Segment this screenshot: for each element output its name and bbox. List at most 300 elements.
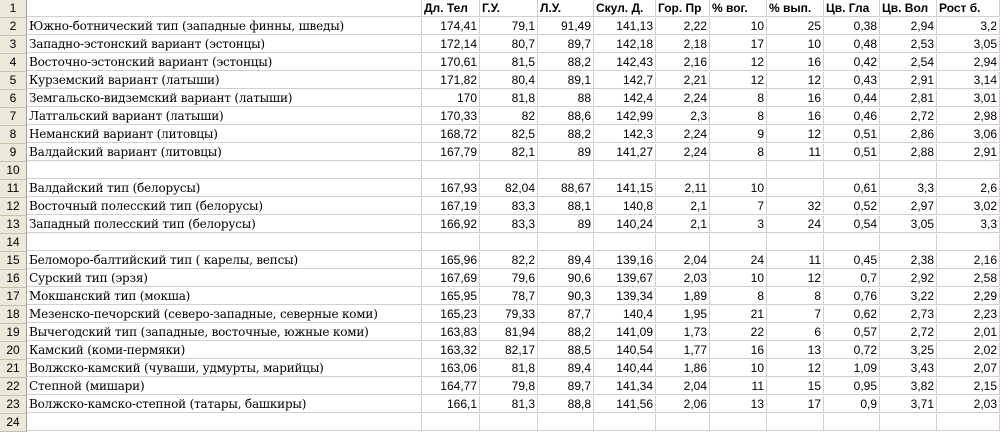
value-cell[interactable]: 163,06	[422, 360, 480, 377]
value-cell[interactable]: 2,01	[937, 324, 1000, 341]
value-cell[interactable]	[937, 162, 1000, 179]
value-cell[interactable]	[824, 162, 880, 179]
value-cell[interactable]: 78,7	[480, 288, 538, 305]
row-header[interactable]: 14	[0, 234, 27, 252]
value-cell[interactable]	[594, 162, 656, 179]
group-name-cell[interactable]: Вычегодский тип (западные, восточные, южные коми)	[27, 324, 422, 341]
value-cell[interactable]	[767, 414, 824, 431]
value-cell[interactable]: 2,88	[880, 144, 937, 161]
value-cell[interactable]: 170	[422, 90, 480, 107]
value-cell[interactable]	[767, 234, 824, 251]
value-cell[interactable]: 79,6	[480, 270, 538, 287]
value-cell[interactable]	[880, 234, 937, 251]
value-cell[interactable]: 0,95	[824, 378, 880, 395]
value-cell[interactable]: 2,16	[656, 54, 710, 71]
value-cell[interactable]: 142,18	[594, 36, 656, 53]
value-cell[interactable]: 140,24	[594, 216, 656, 233]
value-cell[interactable]: 2,94	[880, 18, 937, 35]
value-cell[interactable]: 167,69	[422, 270, 480, 287]
value-cell[interactable]	[824, 234, 880, 251]
value-cell[interactable]: 81,94	[480, 324, 538, 341]
table-row	[0, 288, 1000, 306]
value-cell[interactable]: 11	[767, 144, 824, 161]
column-header[interactable]	[27, 0, 422, 17]
value-cell[interactable]	[824, 414, 880, 431]
value-cell[interactable]: 165,95	[422, 288, 480, 305]
row-header[interactable]: 11	[0, 180, 27, 198]
group-name-cell[interactable]	[27, 414, 422, 431]
value-cell[interactable]	[710, 162, 767, 179]
table-row	[0, 396, 1000, 414]
value-cell[interactable]: 13	[710, 396, 767, 413]
value-cell[interactable]: 139,16	[594, 252, 656, 269]
value-cell[interactable]: 88	[538, 90, 594, 107]
value-cell[interactable]: 2,15	[937, 378, 1000, 395]
row-header[interactable]: 13	[0, 216, 27, 234]
table-row	[0, 324, 1000, 342]
value-cell[interactable]: 1,77	[656, 342, 710, 359]
row-header[interactable]: 8	[0, 126, 27, 144]
value-cell[interactable]: 2,21	[656, 72, 710, 89]
value-cell[interactable]: 24	[710, 252, 767, 269]
table-row	[0, 162, 1000, 180]
value-cell[interactable]: 142,7	[594, 72, 656, 89]
value-cell[interactable]: 2,91	[880, 72, 937, 89]
value-cell[interactable]: 81,5	[480, 54, 538, 71]
value-cell[interactable]	[422, 162, 480, 179]
group-name-cell[interactable]: Волжско-камский (чуваши, удмурты, марийцы)	[27, 360, 422, 377]
value-cell[interactable]: 82	[480, 108, 538, 125]
value-cell[interactable]: 2,07	[937, 360, 1000, 377]
table-row	[0, 180, 1000, 198]
value-cell[interactable]: 2,24	[656, 90, 710, 107]
value-cell[interactable]: 0,62	[824, 306, 880, 323]
value-cell[interactable]: 88,6	[538, 108, 594, 125]
value-cell[interactable]: 8	[710, 288, 767, 305]
value-cell[interactable]	[480, 234, 538, 251]
value-cell[interactable]: 3,3	[937, 216, 1000, 233]
value-cell[interactable]: 2,03	[937, 396, 1000, 413]
column-header[interactable]: % вог.	[710, 0, 767, 17]
row-header[interactable]: 10	[0, 162, 27, 180]
row-header[interactable]: 21	[0, 360, 27, 378]
value-cell[interactable]: 163,83	[422, 324, 480, 341]
value-cell[interactable]: 2,23	[937, 306, 1000, 323]
value-cell[interactable]: 16	[767, 108, 824, 125]
value-cell[interactable]: 140,4	[594, 306, 656, 323]
row-header[interactable]: 22	[0, 378, 27, 396]
row-header[interactable]: 23	[0, 396, 27, 414]
value-cell[interactable]: 90,3	[538, 288, 594, 305]
row-header[interactable]: 3	[0, 36, 27, 54]
value-cell[interactable]: 2,53	[880, 36, 937, 53]
value-cell[interactable]: 2,94	[937, 54, 1000, 71]
value-cell[interactable]: 0,38	[824, 18, 880, 35]
value-cell[interactable]: 140,54	[594, 342, 656, 359]
row-header[interactable]: 19	[0, 324, 27, 342]
value-cell[interactable]: 7	[710, 198, 767, 215]
value-cell[interactable]: 15	[767, 378, 824, 395]
value-cell[interactable]: 2,38	[880, 252, 937, 269]
value-cell[interactable]: 88,8	[538, 396, 594, 413]
group-name-cell[interactable]: Курземский вариант (латыши)	[27, 72, 422, 89]
value-cell[interactable]	[422, 234, 480, 251]
value-cell[interactable]	[937, 414, 1000, 431]
value-cell[interactable]: 172,14	[422, 36, 480, 53]
value-cell[interactable]: 0,51	[824, 126, 880, 143]
value-cell[interactable]: 81,8	[480, 90, 538, 107]
value-cell[interactable]: 168,72	[422, 126, 480, 143]
group-name-cell[interactable]: Неманский вариант (литовцы)	[27, 126, 422, 143]
value-cell[interactable]: 2,97	[880, 198, 937, 215]
value-cell[interactable]: 25	[767, 18, 824, 35]
value-cell[interactable]: 141,09	[594, 324, 656, 341]
row-header[interactable]: 4	[0, 54, 27, 72]
value-cell[interactable]: 2,86	[880, 126, 937, 143]
value-cell[interactable]: 10	[710, 180, 767, 197]
value-cell[interactable]: 16	[710, 342, 767, 359]
value-cell[interactable]: 8	[767, 288, 824, 305]
value-cell[interactable]: 80,7	[480, 36, 538, 53]
value-cell[interactable]	[594, 234, 656, 251]
value-cell[interactable]	[767, 180, 824, 197]
value-cell[interactable]	[656, 162, 710, 179]
value-cell[interactable]: 1,95	[656, 306, 710, 323]
value-cell[interactable]: 2,3	[656, 108, 710, 125]
value-cell[interactable]: 32	[767, 198, 824, 215]
value-cell[interactable]: 164,77	[422, 378, 480, 395]
value-cell[interactable]: 0,54	[824, 216, 880, 233]
column-header[interactable]: Гор. Пр	[656, 0, 710, 17]
table-row	[0, 306, 1000, 324]
value-cell[interactable]: 0,46	[824, 108, 880, 125]
value-cell[interactable]: 3,01	[937, 90, 1000, 107]
row-header[interactable]: 20	[0, 342, 27, 360]
value-cell[interactable]: 3,05	[937, 36, 1000, 53]
value-cell[interactable]: 1,86	[656, 360, 710, 377]
value-cell[interactable]: 2,72	[880, 324, 937, 341]
value-cell[interactable]: 12	[767, 72, 824, 89]
column-header[interactable]: Г.У.	[480, 0, 538, 17]
row-header[interactable]: 6	[0, 90, 27, 108]
value-cell[interactable]: 13	[767, 342, 824, 359]
value-cell[interactable]: 141,15	[594, 180, 656, 197]
value-cell[interactable]	[656, 414, 710, 431]
value-cell[interactable]: 17	[710, 36, 767, 53]
value-cell[interactable]: 88,2	[538, 324, 594, 341]
value-cell[interactable]: 1,89	[656, 288, 710, 305]
row-header[interactable]: 15	[0, 252, 27, 270]
value-cell[interactable]: 2,6	[937, 180, 1000, 197]
row-header[interactable]: 7	[0, 108, 27, 126]
value-cell[interactable]	[880, 162, 937, 179]
group-name-cell[interactable]	[27, 234, 422, 251]
value-cell[interactable]: 139,67	[594, 270, 656, 287]
value-cell[interactable]: 12	[710, 54, 767, 71]
value-cell[interactable]: 12	[767, 126, 824, 143]
value-cell[interactable]: 1,73	[656, 324, 710, 341]
value-cell[interactable]: 9	[710, 126, 767, 143]
group-name-cell[interactable]: Валдайский тип (белорусы)	[27, 180, 422, 197]
value-cell[interactable]: 2,29	[937, 288, 1000, 305]
value-cell[interactable]: 165,23	[422, 306, 480, 323]
value-cell[interactable]: 167,93	[422, 180, 480, 197]
value-cell[interactable]: 0,57	[824, 324, 880, 341]
value-cell[interactable]: 7	[767, 306, 824, 323]
row-header[interactable]: 24	[0, 414, 27, 432]
value-cell[interactable]: 140,8	[594, 198, 656, 215]
value-cell[interactable]: 81,8	[480, 360, 538, 377]
value-cell[interactable]: 10	[710, 270, 767, 287]
value-cell[interactable]: 139,34	[594, 288, 656, 305]
value-cell[interactable]: 82,2	[480, 252, 538, 269]
value-cell[interactable]: 141,56	[594, 396, 656, 413]
value-cell[interactable]: 88,1	[538, 198, 594, 215]
value-cell[interactable]: 2,72	[880, 108, 937, 125]
column-header[interactable]: % вып.	[767, 0, 824, 17]
value-cell[interactable]: 3,06	[937, 126, 1000, 143]
value-cell[interactable]: 167,79	[422, 144, 480, 161]
group-name-cell[interactable]: Беломоро-балтийский тип ( карелы, вепсы)	[27, 252, 422, 269]
group-name-cell[interactable]: Восточно-эстонский вариант (эстонцы)	[27, 54, 422, 71]
value-cell[interactable]: 0,52	[824, 198, 880, 215]
value-cell[interactable]: 2,24	[656, 144, 710, 161]
value-cell[interactable]: 90,6	[538, 270, 594, 287]
value-cell[interactable]: 89,4	[538, 252, 594, 269]
group-name-cell[interactable]: Южно-ботнический тип (западные финны, шведы)	[27, 18, 422, 35]
row-header[interactable]: 16	[0, 270, 27, 288]
table-row	[0, 18, 1000, 36]
value-cell[interactable]: 0,48	[824, 36, 880, 53]
value-cell[interactable]: 166,1	[422, 396, 480, 413]
value-cell[interactable]: 3	[710, 216, 767, 233]
value-cell[interactable]: 0,45	[824, 252, 880, 269]
value-cell[interactable]: 2,04	[656, 252, 710, 269]
value-cell[interactable]: 141,34	[594, 378, 656, 395]
value-cell[interactable]: 3,25	[880, 342, 937, 359]
value-cell[interactable]: 8	[710, 108, 767, 125]
column-header[interactable]: Л.У.	[538, 0, 594, 17]
value-cell[interactable]: 2,92	[880, 270, 937, 287]
column-header[interactable]: Скул. Д.	[594, 0, 656, 17]
value-cell[interactable]	[538, 234, 594, 251]
value-cell[interactable]: 12	[767, 270, 824, 287]
value-cell[interactable]	[656, 234, 710, 251]
table-row	[0, 72, 1000, 90]
value-cell[interactable]	[937, 234, 1000, 251]
value-cell[interactable]	[538, 162, 594, 179]
value-cell[interactable]: 10	[767, 36, 824, 53]
value-cell[interactable]: 0,61	[824, 180, 880, 197]
value-cell[interactable]: 89,7	[538, 378, 594, 395]
value-cell[interactable]	[710, 234, 767, 251]
value-cell[interactable]: 16	[767, 54, 824, 71]
value-cell[interactable]: 2,73	[880, 306, 937, 323]
value-cell[interactable]: 2,02	[937, 342, 1000, 359]
value-cell[interactable]: 2,98	[937, 108, 1000, 125]
value-cell[interactable]: 3,2	[937, 18, 1000, 35]
value-cell[interactable]: 142,3	[594, 126, 656, 143]
value-cell[interactable]: 166,92	[422, 216, 480, 233]
group-name-cell[interactable]: Земгальско-видземский вариант (латыши)	[27, 90, 422, 107]
value-cell[interactable]: 163,32	[422, 342, 480, 359]
value-cell[interactable]: 10	[710, 18, 767, 35]
value-cell[interactable]: 165,96	[422, 252, 480, 269]
value-cell[interactable]: 3,43	[880, 360, 937, 377]
value-cell[interactable]: 167,19	[422, 198, 480, 215]
value-cell[interactable]: 0,76	[824, 288, 880, 305]
group-name-cell[interactable]: Валдайский вариант (литовцы)	[27, 144, 422, 161]
value-cell[interactable]: 12	[767, 360, 824, 377]
value-cell[interactable]: 80,4	[480, 72, 538, 89]
value-cell[interactable]: 24	[767, 216, 824, 233]
value-cell[interactable]: 89,1	[538, 72, 594, 89]
row-header[interactable]: 5	[0, 72, 27, 90]
value-cell[interactable]: 21	[710, 306, 767, 323]
row-header[interactable]: 1	[0, 0, 27, 18]
group-name-cell[interactable]: Мезенско-печорский (северо-западные, северные коми)	[27, 306, 422, 323]
value-cell[interactable]: 142,4	[594, 90, 656, 107]
value-cell[interactable]: 2,1	[656, 216, 710, 233]
value-cell[interactable]	[767, 162, 824, 179]
value-cell[interactable]: 170,61	[422, 54, 480, 71]
group-name-cell[interactable]: Мокшанский тип (мокша)	[27, 288, 422, 305]
value-cell[interactable]: 12	[710, 72, 767, 89]
value-cell[interactable]: 2,58	[937, 270, 1000, 287]
group-name-cell[interactable]: Сурский тип (эрзя)	[27, 270, 422, 287]
value-cell[interactable]: 0,51	[824, 144, 880, 161]
value-cell[interactable]: 89	[538, 144, 594, 161]
value-cell[interactable]: 88,2	[538, 126, 594, 143]
value-cell[interactable]: 3,82	[880, 378, 937, 395]
value-cell[interactable]: 0,42	[824, 54, 880, 71]
value-cell[interactable]: 2,03	[656, 270, 710, 287]
value-cell[interactable]	[710, 414, 767, 431]
value-cell[interactable]: 11	[767, 252, 824, 269]
group-name-cell[interactable]	[27, 162, 422, 179]
value-cell[interactable]: 8	[710, 144, 767, 161]
value-cell[interactable]: 11	[710, 378, 767, 395]
value-cell[interactable]: 1,09	[824, 360, 880, 377]
group-name-cell[interactable]: Восточный полесский тип (белорусы)	[27, 198, 422, 215]
group-name-cell[interactable]: Волжско-камско-степной (татары, башкиры)	[27, 396, 422, 413]
value-cell[interactable]: 171,82	[422, 72, 480, 89]
column-header[interactable]: Дл. Тел	[422, 0, 480, 17]
value-cell[interactable]: 17	[767, 396, 824, 413]
value-cell[interactable]: 2,24	[656, 126, 710, 143]
value-cell[interactable]: 0,72	[824, 342, 880, 359]
value-cell[interactable]	[538, 414, 594, 431]
value-cell[interactable]: 82,5	[480, 126, 538, 143]
row-header[interactable]: 17	[0, 288, 27, 306]
value-cell[interactable]: 174,41	[422, 18, 480, 35]
value-cell[interactable]: 3,71	[880, 396, 937, 413]
column-header[interactable]: Рост б.	[937, 0, 1000, 17]
value-cell[interactable]	[480, 414, 538, 431]
value-cell[interactable]: 8	[710, 90, 767, 107]
value-cell[interactable]: 2,81	[880, 90, 937, 107]
value-cell[interactable]: 0,43	[824, 72, 880, 89]
value-cell[interactable]	[422, 414, 480, 431]
value-cell[interactable]: 88,2	[538, 54, 594, 71]
value-cell[interactable]: 0,7	[824, 270, 880, 287]
value-cell[interactable]: 87,7	[538, 306, 594, 323]
value-cell[interactable]: 141,27	[594, 144, 656, 161]
group-name-cell[interactable]: Латгальский вариант (латыши)	[27, 108, 422, 125]
value-cell[interactable]: 2,91	[937, 144, 1000, 161]
value-cell[interactable]: 79,1	[480, 18, 538, 35]
row-header[interactable]: 18	[0, 306, 27, 324]
value-cell[interactable]: 83,3	[480, 198, 538, 215]
value-cell[interactable]: 79,33	[480, 306, 538, 323]
value-cell[interactable]: 141,13	[594, 18, 656, 35]
value-cell[interactable]: 2,22	[656, 18, 710, 35]
value-cell[interactable]: 3,02	[937, 198, 1000, 215]
group-name-cell[interactable]: Западный полесский тип (белорусы)	[27, 216, 422, 233]
value-cell[interactable]: 82,1	[480, 144, 538, 161]
group-name-cell[interactable]: Степной (мишари)	[27, 378, 422, 395]
value-cell[interactable]: 82,04	[480, 180, 538, 197]
value-cell[interactable]	[880, 414, 937, 431]
column-header[interactable]: Цв. Гла	[824, 0, 880, 17]
value-cell[interactable]: 89,7	[538, 36, 594, 53]
value-cell[interactable]: 88,5	[538, 342, 594, 359]
value-cell[interactable]: 142,43	[594, 54, 656, 71]
value-cell[interactable]: 91,49	[538, 18, 594, 35]
value-cell[interactable]: 3,22	[880, 288, 937, 305]
value-cell[interactable]: 2,04	[656, 378, 710, 395]
group-name-cell[interactable]: Западно-эстонский вариант (эстонцы)	[27, 36, 422, 53]
group-name-cell[interactable]: Камский (коми-пермяки)	[27, 342, 422, 359]
value-cell[interactable]: 89,4	[538, 360, 594, 377]
value-cell[interactable]: 22	[710, 324, 767, 341]
row-header[interactable]: 2	[0, 18, 27, 36]
value-cell[interactable]: 3,3	[880, 180, 937, 197]
value-cell[interactable]: 2,06	[656, 396, 710, 413]
header-row	[0, 0, 1000, 18]
value-cell[interactable]: 83,3	[480, 216, 538, 233]
value-cell[interactable]: 0,9	[824, 396, 880, 413]
value-cell[interactable]: 0,44	[824, 90, 880, 107]
table-row	[0, 270, 1000, 288]
value-cell[interactable]: 140,44	[594, 360, 656, 377]
value-cell[interactable]: 142,99	[594, 108, 656, 125]
value-cell[interactable]: 79,8	[480, 378, 538, 395]
column-header[interactable]: Цв. Вол	[880, 0, 937, 17]
value-cell[interactable]: 3,14	[937, 72, 1000, 89]
value-cell[interactable]: 2,54	[880, 54, 937, 71]
value-cell[interactable]: 81,3	[480, 396, 538, 413]
value-cell[interactable]: 16	[767, 90, 824, 107]
value-cell[interactable]: 6	[767, 324, 824, 341]
value-cell[interactable]	[480, 162, 538, 179]
value-cell[interactable]: 82,17	[480, 342, 538, 359]
value-cell[interactable]: 170,33	[422, 108, 480, 125]
row-header[interactable]: 9	[0, 144, 27, 162]
value-cell[interactable]: 2,1	[656, 198, 710, 215]
value-cell[interactable]: 10	[710, 360, 767, 377]
value-cell[interactable]: 2,11	[656, 180, 710, 197]
value-cell[interactable]	[594, 414, 656, 431]
value-cell[interactable]: 2,18	[656, 36, 710, 53]
row-header[interactable]: 12	[0, 198, 27, 216]
table-row	[0, 198, 1000, 216]
value-cell[interactable]: 3,05	[880, 216, 937, 233]
table-row	[0, 108, 1000, 126]
value-cell[interactable]: 89	[538, 216, 594, 233]
value-cell[interactable]: 88,67	[538, 180, 594, 197]
value-cell[interactable]: 2,16	[937, 252, 1000, 269]
